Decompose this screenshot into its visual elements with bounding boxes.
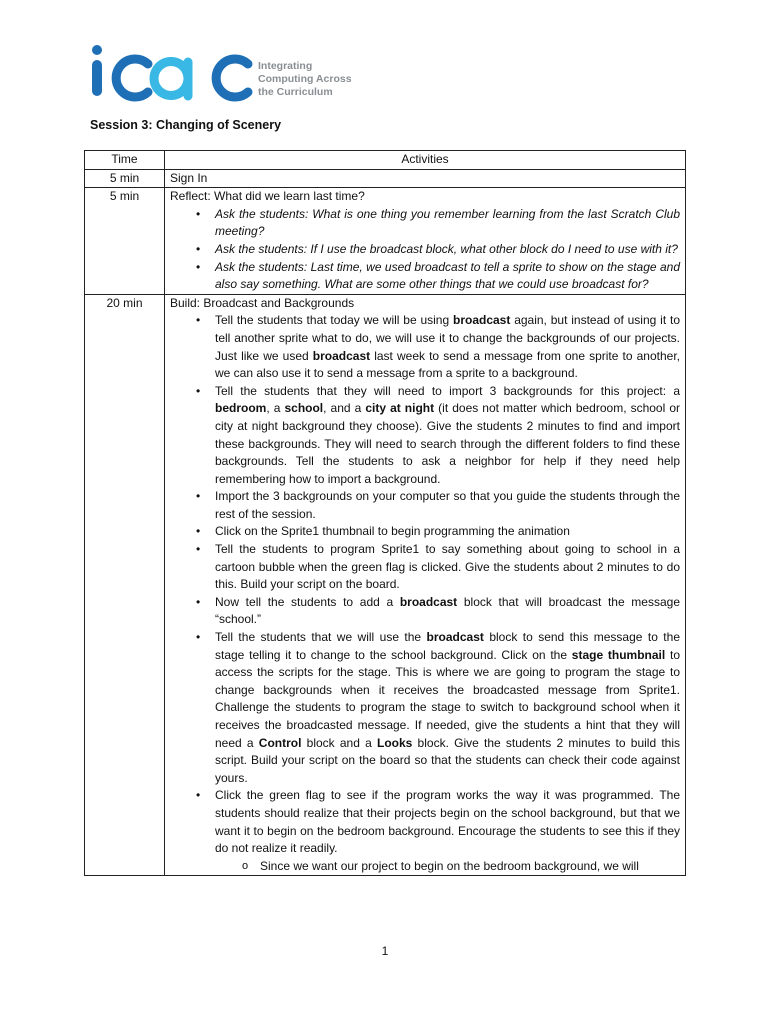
text-run: last week to send a message from one sprite to another, we can also use it to send a message from a sprite to a background. — [215, 348, 681, 381]
row-activity — [165, 169, 686, 188]
logo-tagline — [258, 60, 352, 99]
row-time: 5 min — [85, 169, 165, 188]
text-run: block to send this message to the stage telling it to change to the school background. Click on the — [215, 630, 680, 662]
sub-list-item: o Since we want our project to begin on the bedroom background, we will — [260, 858, 680, 876]
text-run: Click the green flag to see if the program works the way it was programmed. The students should realize that their projects begin on the school background, but that we want it to begin on the bedroom background. Encourage the students to see this if they do not realize it readily. — [215, 788, 680, 856]
list-item — [215, 541, 680, 594]
sub-bullets — [215, 858, 680, 876]
logo-tagline-line-3: the Curriculum — [258, 86, 333, 98]
text-run: to access the scripts for the stage. This is where we are going to program the stage to change backgrounds when it receives the broadcasted message from Sprite1. Challenge the students to program the stage to switch to background school when it receives the broadcasted message. If needed, give the students a hint that they will need a — [215, 647, 681, 750]
bold-term: stage thumbnail — [571, 647, 666, 662]
list-item — [215, 241, 680, 259]
text-run: block that will broadcast the message “school.” — [215, 594, 680, 627]
logo-i-dot — [92, 45, 102, 55]
text-run: Tell the students to program Sprite1 to say something about going to school in a cartoon bubble when the green flag is clicked. Give the students about 2 minutes to do this. Build your script on the board. — [215, 542, 680, 592]
text-run: Import the 3 backgrounds on your computer so that you guide the students through the rest of the session. — [215, 489, 680, 521]
header-time: Time — [85, 151, 165, 170]
text-run: , a — [266, 401, 285, 416]
bold-term: Looks — [377, 735, 413, 750]
session-title: Session 3: Changing of Scenery — [90, 118, 282, 132]
table-row — [85, 294, 686, 876]
list-item — [215, 312, 680, 382]
list-item — [215, 259, 680, 294]
bold-term: broadcast — [453, 313, 511, 328]
activity-title: Reflect: What did we learn last time? — [170, 189, 365, 204]
logo-c2 — [216, 59, 248, 97]
activity-bullets — [170, 206, 680, 294]
list-item — [215, 629, 680, 787]
row-activity — [165, 294, 686, 876]
logo-tagline-line-2: Computing Across — [258, 73, 352, 85]
list-item — [215, 787, 680, 875]
list-item — [215, 206, 680, 241]
text-run: Click on the Sprite1 thumbnail to begin programming the animation — [215, 524, 570, 539]
header-activities: Activities — [165, 151, 686, 170]
table-row — [85, 188, 686, 295]
text-run: (it does not matter which bedroom, school or city at night background they choose). Give the students 2 minutes to find and import these backgrounds. They will need to search through the different folders to find these backgrounds. Tell the students to ask a neighbor for help if they need help remembering how to import a background. — [215, 401, 680, 486]
table-header-row — [85, 151, 686, 170]
text-run: block and a — [301, 735, 377, 750]
logo-i-stem — [92, 60, 102, 96]
text-run: , and a — [323, 401, 366, 416]
logo-tagline-line-1: Integrating — [258, 60, 313, 72]
lesson-table — [84, 150, 686, 876]
bold-term: broadcast — [426, 630, 484, 645]
bold-term: broadcast — [399, 594, 458, 609]
text-run: Tell the students that we will use the — [215, 630, 427, 645]
list-item — [215, 594, 680, 629]
row-activity — [165, 188, 686, 295]
list-item — [215, 383, 680, 489]
bold-term: bedroom — [215, 401, 267, 416]
row-time: 5 min — [85, 188, 165, 295]
row-time: 20 min — [85, 294, 165, 876]
list-item — [215, 523, 680, 541]
list-item — [215, 488, 680, 523]
bullet-text: Ask the students: Last time, we used broadcast to tell a sprite to show on the stage and also say something. What are some other things that we could use broadcast for? — [215, 259, 680, 292]
activity-title: Sign In — [170, 170, 208, 185]
bullet-text: Ask the students: What is one thing you remember learning from the last Scratch Club meeting? — [215, 206, 680, 239]
text-run: block. Give the students 2 minutes to build this script. Build your script on the board so that the students can check their code against yours. — [215, 735, 680, 785]
bold-term: Control — [258, 735, 302, 750]
bold-term: broadcast — [312, 348, 371, 363]
text-run: Tell the students that they will need to import 3 backgrounds for this project: a — [215, 383, 680, 398]
bullet-text: Ask the students: If I use the broadcast block, what other block do I need to use with it? — [215, 241, 678, 256]
text-run: again, but instead of using it to tell another sprite what to do, we will use it to change the backgrounds of our projects. Just like we used — [215, 313, 680, 363]
activity-bullets — [170, 312, 680, 875]
table-row — [85, 169, 686, 188]
logo-a — [154, 62, 188, 96]
bold-term: city at night — [365, 401, 435, 416]
text-run: Now tell the students to add a — [215, 594, 400, 609]
page-number: 1 — [381, 944, 389, 958]
activity-title: Build: Broadcast and Backgrounds — [170, 295, 355, 310]
logo-c1 — [116, 59, 148, 97]
bold-term: school — [284, 401, 324, 416]
text-run: Tell the students that today we will be using — [215, 313, 453, 328]
